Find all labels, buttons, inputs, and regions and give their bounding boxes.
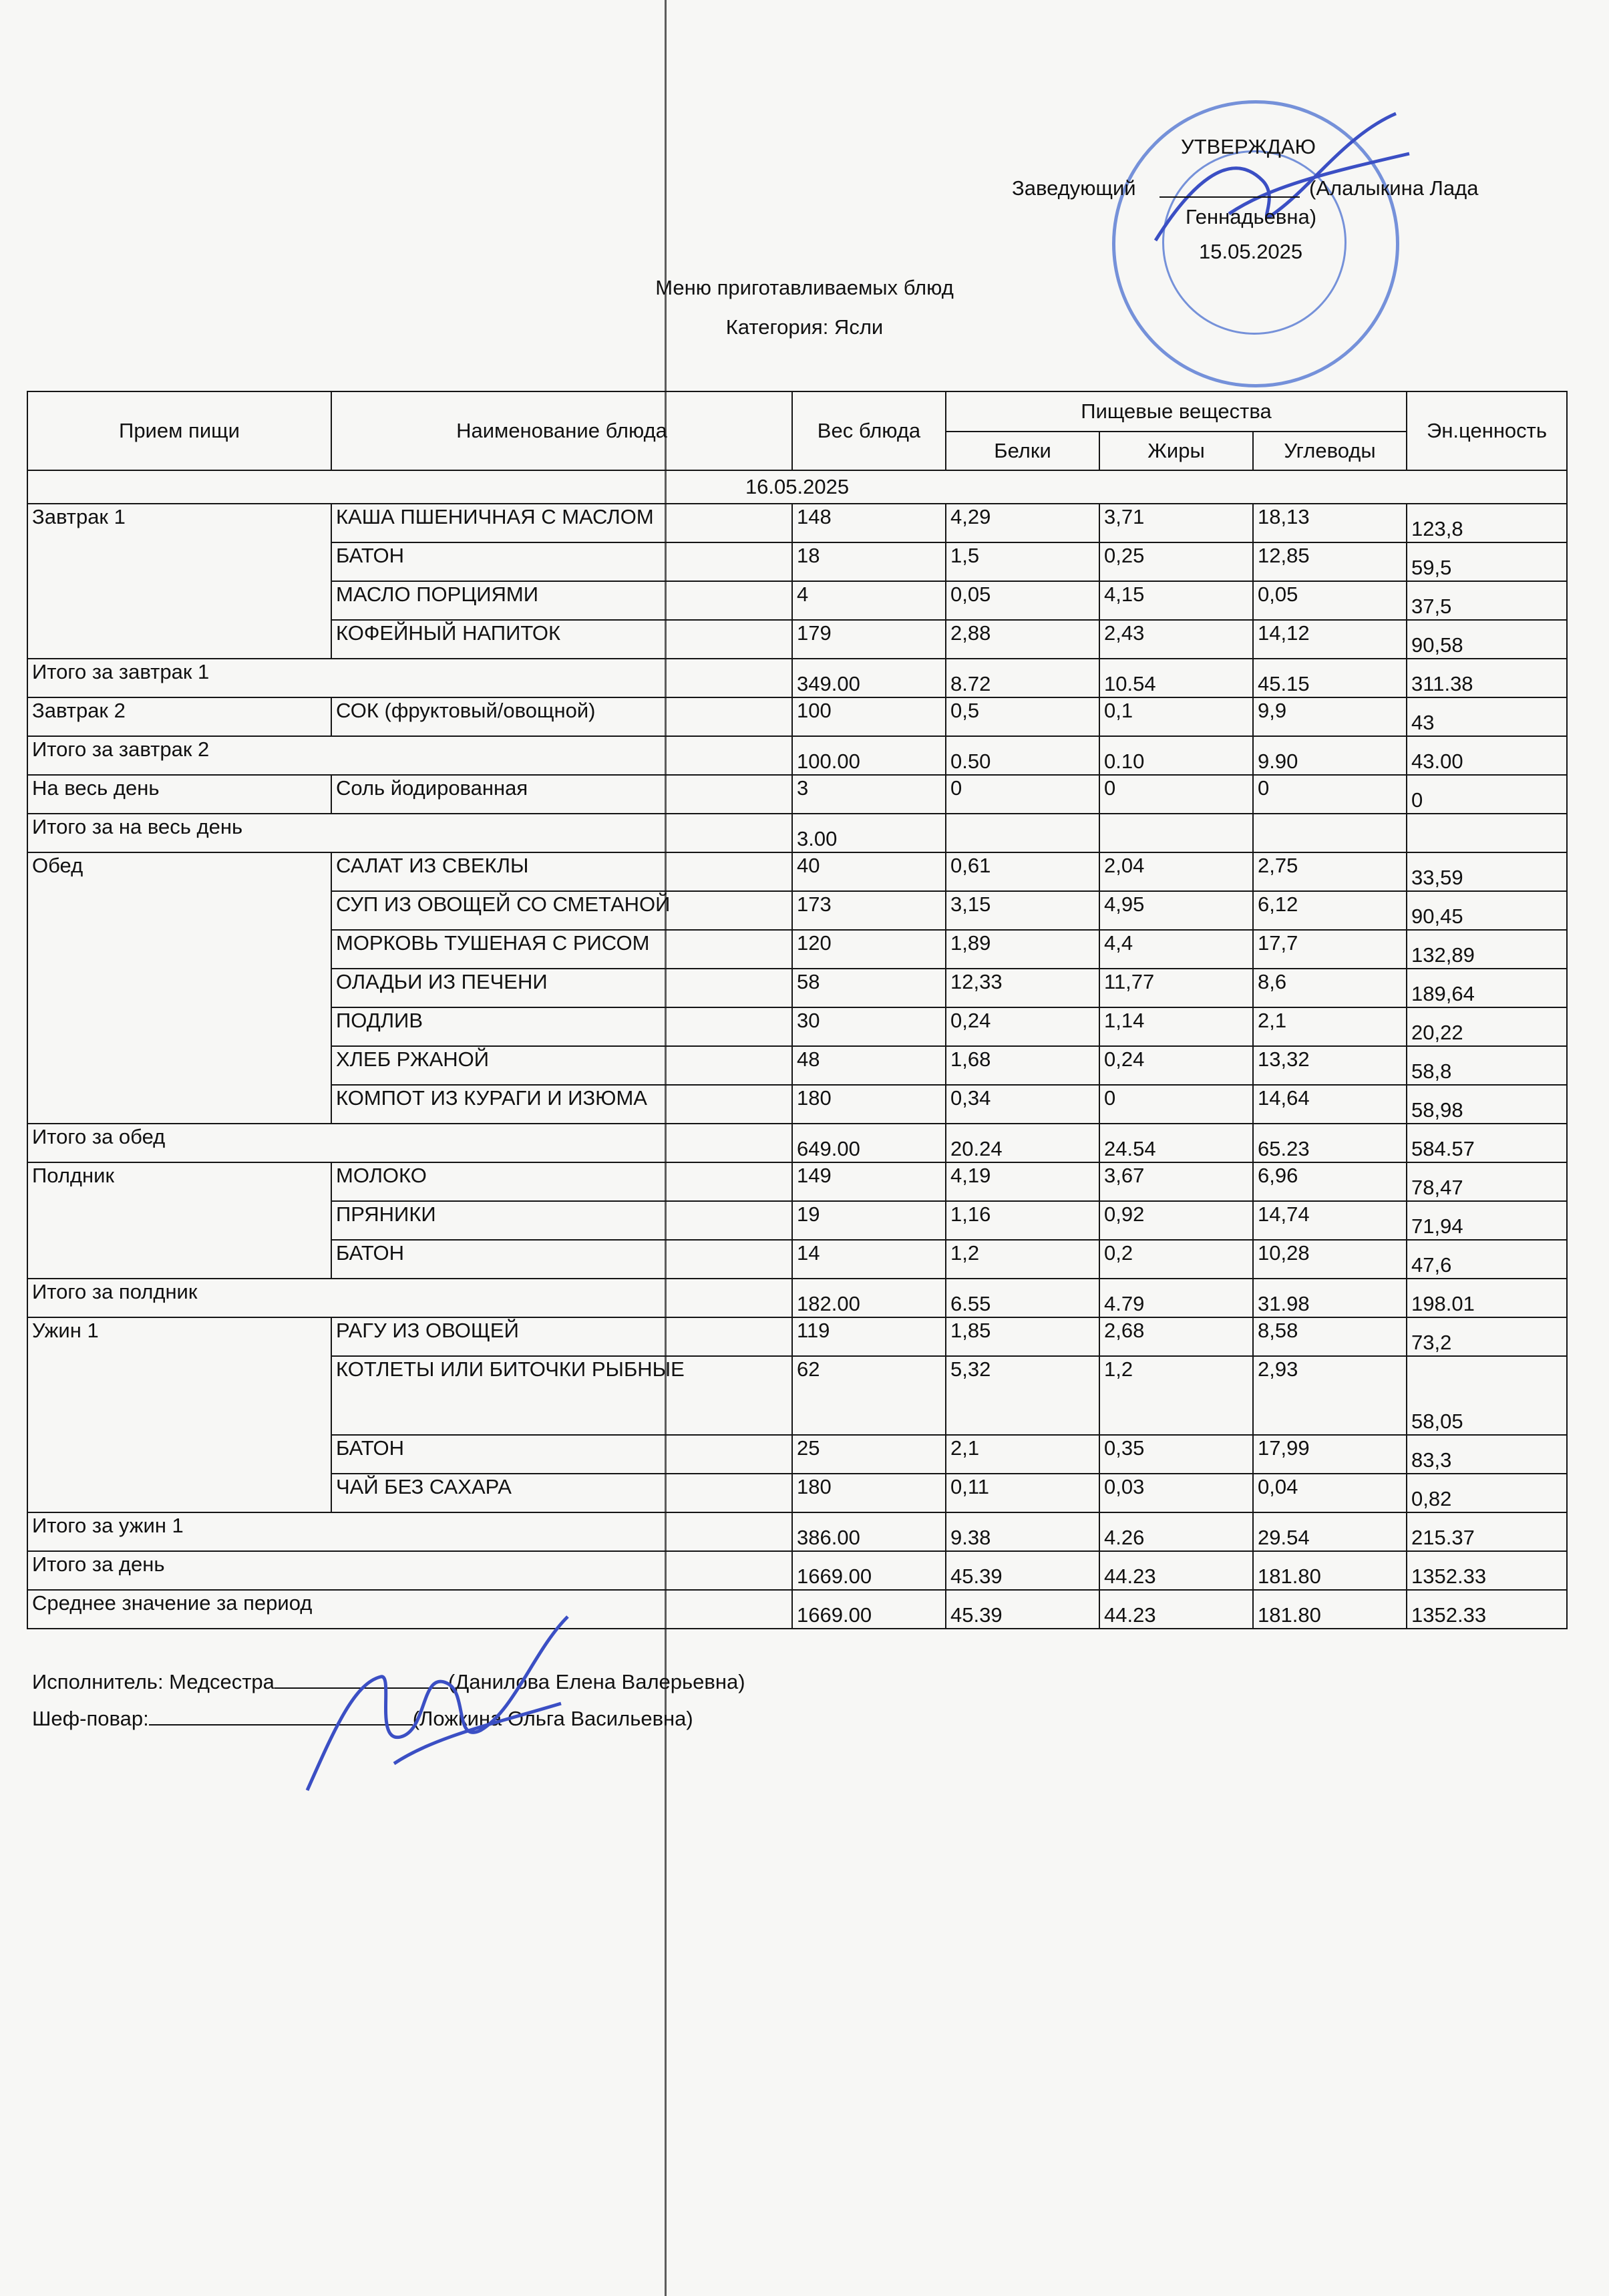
carbs-cell: 14,64 (1253, 1085, 1407, 1124)
dish-name-cell: РАГУ ИЗ ОВОЩЕЙ (331, 1317, 792, 1356)
section-total-row (27, 1124, 1567, 1162)
total-label-cell: Итого за обед (27, 1124, 792, 1162)
fat-cell: 0,03 (1099, 1474, 1253, 1512)
meal-name-cell: Обед (27, 852, 331, 1124)
protein-cell: 4,29 (946, 504, 1099, 542)
header-dish: Наименование блюда (331, 391, 792, 470)
fat-cell: 2,68 (1099, 1317, 1253, 1356)
total-weight-cell: 3.00 (792, 814, 946, 852)
header-weight: Вес блюда (792, 391, 946, 470)
meal-name-cell: Ужин 1 (27, 1317, 331, 1512)
total-weight-cell: 349.00 (792, 659, 946, 697)
dish-name-cell: ПРЯНИКИ (331, 1201, 792, 1240)
protein-cell: 2,1 (946, 1435, 1099, 1474)
dish-name-cell: МОРКОВЬ ТУШЕНАЯ С РИСОМ (331, 930, 792, 969)
dish-name-cell: Соль йодированная (331, 775, 792, 814)
carbs-cell: 10,28 (1253, 1240, 1407, 1279)
dish-name-cell: КОМПОТ ИЗ КУРАГИ И ИЗЮМА (331, 1085, 792, 1124)
protein-cell: 5,32 (946, 1356, 1099, 1435)
total-label-cell: Итого за полдник (27, 1279, 792, 1317)
fat-cell: 0,35 (1099, 1435, 1253, 1474)
fat-cell: 4,15 (1099, 581, 1253, 620)
total-energy-cell: 215.37 (1407, 1512, 1567, 1551)
period-avg-fat-cell: 44.23 (1099, 1590, 1253, 1629)
protein-cell: 0,24 (946, 1007, 1099, 1046)
header-carbs: Углеводы (1253, 432, 1407, 470)
weight-cell: 180 (792, 1474, 946, 1512)
total-fat-cell: 24.54 (1099, 1124, 1253, 1162)
protein-cell: 1,85 (946, 1317, 1099, 1356)
protein-cell: 1,5 (946, 542, 1099, 581)
dish-name-cell: ПОДЛИВ (331, 1007, 792, 1046)
total-label-cell: Итого за завтрак 1 (27, 659, 792, 697)
energy-cell: 0,82 (1407, 1474, 1567, 1512)
energy-cell: 90,45 (1407, 891, 1567, 930)
dish-name-cell: САЛАТ ИЗ СВЕКЛЫ (331, 852, 792, 891)
weight-cell: 18 (792, 542, 946, 581)
total-energy-cell: 311.38 (1407, 659, 1567, 697)
period-avg-weight-cell: 1669.00 (792, 1590, 946, 1629)
carbs-cell: 17,7 (1253, 930, 1407, 969)
total-carbs-cell (1253, 814, 1407, 852)
carbs-cell: 0 (1253, 775, 1407, 814)
weight-cell: 62 (792, 1356, 946, 1435)
carbs-cell: 9,9 (1253, 697, 1407, 736)
meal-name-cell: Полдник (27, 1162, 331, 1279)
total-carbs-cell: 45.15 (1253, 659, 1407, 697)
energy-cell: 71,94 (1407, 1201, 1567, 1240)
energy-cell: 33,59 (1407, 852, 1567, 891)
protein-cell: 1,16 (946, 1201, 1099, 1240)
carbs-cell: 8,6 (1253, 969, 1407, 1007)
energy-cell: 37,5 (1407, 581, 1567, 620)
section-total-row (27, 659, 1567, 697)
weight-cell: 173 (792, 891, 946, 930)
total-protein-cell (946, 814, 1099, 852)
dish-name-cell: ХЛЕБ РЖАНОЙ (331, 1046, 792, 1085)
approval-name-line1: (Алалыкина Лада (1309, 176, 1479, 200)
total-protein-cell: 0.50 (946, 736, 1099, 775)
header-nutrients: Пищевые вещества (946, 391, 1407, 432)
approval-signature-line (1159, 175, 1300, 198)
total-energy-cell: 584.57 (1407, 1124, 1567, 1162)
total-energy-cell (1407, 814, 1567, 852)
total-protein-cell: 8.72 (946, 659, 1099, 697)
carbs-cell: 2,93 (1253, 1356, 1407, 1435)
carbs-cell: 2,75 (1253, 852, 1407, 891)
weight-cell: 179 (792, 620, 946, 659)
approval-title: УТВЕРЖДАЮ (1181, 135, 1316, 158)
weight-cell: 180 (792, 1085, 946, 1124)
day-total-label-cell: Итого за день (27, 1551, 792, 1590)
total-protein-cell: 20.24 (946, 1124, 1099, 1162)
approval-position: Заведующий (1012, 176, 1136, 200)
weight-cell: 119 (792, 1317, 946, 1356)
energy-cell: 20,22 (1407, 1007, 1567, 1046)
energy-cell: 90,58 (1407, 620, 1567, 659)
section-total-row (27, 736, 1567, 775)
protein-cell: 3,15 (946, 891, 1099, 930)
chef-name: (Ложкина Ольга Васильевна) (412, 1707, 693, 1730)
energy-cell: 123,8 (1407, 504, 1567, 542)
table-row (27, 504, 1567, 542)
approval-name-line2: Геннадьевна) (1186, 205, 1317, 228)
document-title: Меню приготавливаемых блюд (655, 276, 954, 299)
carbs-cell: 14,74 (1253, 1201, 1407, 1240)
total-label-cell: Итого за ужин 1 (27, 1512, 792, 1551)
total-fat-cell (1099, 814, 1253, 852)
fat-cell: 0,1 (1099, 697, 1253, 736)
signature (294, 1610, 574, 1804)
energy-cell: 0 (1407, 775, 1567, 814)
total-fat-cell: 4.79 (1099, 1279, 1253, 1317)
header-meal: Прием пищи (27, 391, 331, 470)
fat-cell: 0,25 (1099, 542, 1253, 581)
dish-name-cell: БАТОН (331, 1240, 792, 1279)
total-weight-cell: 100.00 (792, 736, 946, 775)
weight-cell: 100 (792, 697, 946, 736)
protein-cell: 0,05 (946, 581, 1099, 620)
header-fat: Жиры (1099, 432, 1253, 470)
day-total-protein-cell: 45.39 (946, 1551, 1099, 1590)
header-protein: Белки (946, 432, 1099, 470)
section-total-row (27, 814, 1567, 852)
total-fat-cell: 4.26 (1099, 1512, 1253, 1551)
meal-name-cell: Завтрак 1 (27, 504, 331, 659)
fat-cell: 0,92 (1099, 1201, 1253, 1240)
fat-cell: 2,43 (1099, 620, 1253, 659)
carbs-cell: 14,12 (1253, 620, 1407, 659)
chef-label: Шеф-повар: (32, 1707, 149, 1730)
energy-cell: 58,05 (1407, 1356, 1567, 1435)
weight-cell: 25 (792, 1435, 946, 1474)
carbs-cell: 13,32 (1253, 1046, 1407, 1085)
total-carbs-cell: 9.90 (1253, 736, 1407, 775)
carbs-cell: 17,99 (1253, 1435, 1407, 1474)
total-protein-cell: 9.38 (946, 1512, 1099, 1551)
carbs-cell: 6,96 (1253, 1162, 1407, 1201)
energy-cell: 73,2 (1407, 1317, 1567, 1356)
carbs-cell: 18,13 (1253, 504, 1407, 542)
total-energy-cell: 43.00 (1407, 736, 1567, 775)
energy-cell: 43 (1407, 697, 1567, 736)
total-label-cell: Итого за завтрак 2 (27, 736, 792, 775)
total-fat-cell: 10.54 (1099, 659, 1253, 697)
fat-cell: 2,04 (1099, 852, 1253, 891)
carbs-cell: 12,85 (1253, 542, 1407, 581)
energy-cell: 58,98 (1407, 1085, 1567, 1124)
energy-cell: 83,3 (1407, 1435, 1567, 1474)
total-label-cell: Итого за на весь день (27, 814, 792, 852)
fat-cell: 3,67 (1099, 1162, 1253, 1201)
weight-cell: 19 (792, 1201, 946, 1240)
weight-cell: 3 (792, 775, 946, 814)
day-total-fat-cell: 44.23 (1099, 1551, 1253, 1590)
weight-cell: 30 (792, 1007, 946, 1046)
total-weight-cell: 182.00 (792, 1279, 946, 1317)
weight-cell: 14 (792, 1240, 946, 1279)
carbs-cell: 0,04 (1253, 1474, 1407, 1512)
dish-name-cell: КОФЕЙНЫЙ НАПИТОК (331, 620, 792, 659)
period-avg-protein-cell: 45.39 (946, 1590, 1099, 1629)
total-protein-cell: 6.55 (946, 1279, 1099, 1317)
executor-label: Исполнитель: Медсестра (32, 1670, 275, 1693)
protein-cell: 12,33 (946, 969, 1099, 1007)
period-avg-energy-cell: 1352.33 (1407, 1590, 1567, 1629)
weight-cell: 58 (792, 969, 946, 1007)
protein-cell: 0,5 (946, 697, 1099, 736)
total-energy-cell: 198.01 (1407, 1279, 1567, 1317)
table-row (27, 1162, 1567, 1201)
table-row (27, 775, 1567, 814)
table-row (27, 852, 1567, 891)
dish-name-cell: СУП ИЗ ОВОЩЕЙ СО СМЕТАНОЙ (331, 891, 792, 930)
dish-name-cell: ОЛАДЬИ ИЗ ПЕЧЕНИ (331, 969, 792, 1007)
day-total-weight-cell: 1669.00 (792, 1551, 946, 1590)
fat-cell: 0,24 (1099, 1046, 1253, 1085)
weight-cell: 148 (792, 504, 946, 542)
fat-cell: 0 (1099, 1085, 1253, 1124)
carbs-cell: 0,05 (1253, 581, 1407, 620)
protein-cell: 2,88 (946, 620, 1099, 659)
total-weight-cell: 649.00 (792, 1124, 946, 1162)
menu-date: 16.05.2025 (27, 470, 1567, 504)
total-fat-cell: 0.10 (1099, 736, 1253, 775)
document-category: Категория: Ясли (725, 315, 884, 339)
fat-cell: 4,4 (1099, 930, 1253, 969)
weight-cell: 149 (792, 1162, 946, 1201)
protein-cell: 0,11 (946, 1474, 1099, 1512)
dish-name-cell: МАСЛО ПОРЦИЯМИ (331, 581, 792, 620)
energy-cell: 58,8 (1407, 1046, 1567, 1085)
meal-name-cell: На весь день (27, 775, 331, 814)
dish-name-cell: КАША ПШЕНИЧНАЯ С МАСЛОМ (331, 504, 792, 542)
dish-name-cell: БАТОН (331, 542, 792, 581)
energy-cell: 132,89 (1407, 930, 1567, 969)
fat-cell: 1,14 (1099, 1007, 1253, 1046)
fat-cell: 0,2 (1099, 1240, 1253, 1279)
day-total-energy-cell: 1352.33 (1407, 1551, 1567, 1590)
period-avg-row (27, 1590, 1567, 1629)
total-carbs-cell: 31.98 (1253, 1279, 1407, 1317)
day-total-row (27, 1551, 1567, 1590)
protein-cell: 1,89 (946, 930, 1099, 969)
weight-cell: 40 (792, 852, 946, 891)
energy-cell: 189,64 (1407, 969, 1567, 1007)
period-avg-carbs-cell: 181.80 (1253, 1590, 1407, 1629)
protein-cell: 0 (946, 775, 1099, 814)
period-avg-label-cell: Среднее значение за период (27, 1590, 792, 1629)
energy-cell: 59,5 (1407, 542, 1567, 581)
fat-cell: 4,95 (1099, 891, 1253, 930)
menu-table (27, 391, 1568, 1629)
protein-cell: 0,61 (946, 852, 1099, 891)
carbs-cell: 6,12 (1253, 891, 1407, 930)
total-carbs-cell: 29.54 (1253, 1512, 1407, 1551)
header-energy: Эн.ценность (1407, 391, 1567, 470)
weight-cell: 48 (792, 1046, 946, 1085)
dish-name-cell: СОК (фруктовый/овощной) (331, 697, 792, 736)
dish-name-cell: КОТЛЕТЫ ИЛИ БИТОЧКИ РЫБНЫЕ (331, 1356, 792, 1435)
dish-name-cell: МОЛОКО (331, 1162, 792, 1201)
weight-cell: 120 (792, 930, 946, 969)
dish-name-cell: ЧАЙ БЕЗ САХАРА (331, 1474, 792, 1512)
section-total-row (27, 1279, 1567, 1317)
fat-cell: 11,77 (1099, 969, 1253, 1007)
day-total-carbs-cell: 181.80 (1253, 1551, 1407, 1590)
carbs-cell: 2,1 (1253, 1007, 1407, 1046)
energy-cell: 47,6 (1407, 1240, 1567, 1279)
carbs-cell: 8,58 (1253, 1317, 1407, 1356)
protein-cell: 4,19 (946, 1162, 1099, 1201)
fat-cell: 0 (1099, 775, 1253, 814)
protein-cell: 1,68 (946, 1046, 1099, 1085)
total-weight-cell: 386.00 (792, 1512, 946, 1551)
dish-name-cell: БАТОН (331, 1435, 792, 1474)
approval-date: 15.05.2025 (1199, 240, 1303, 263)
meal-name-cell: Завтрак 2 (27, 697, 331, 736)
protein-cell: 0,34 (946, 1085, 1099, 1124)
weight-cell: 4 (792, 581, 946, 620)
table-row (27, 697, 1567, 736)
fat-cell: 3,71 (1099, 504, 1253, 542)
section-total-row (27, 1512, 1567, 1551)
total-carbs-cell: 65.23 (1253, 1124, 1407, 1162)
protein-cell: 1,2 (946, 1240, 1099, 1279)
executor-name: (Данилова Елена Валерьевна) (448, 1670, 745, 1693)
energy-cell: 78,47 (1407, 1162, 1567, 1201)
table-row (27, 1317, 1567, 1356)
fat-cell: 1,2 (1099, 1356, 1253, 1435)
